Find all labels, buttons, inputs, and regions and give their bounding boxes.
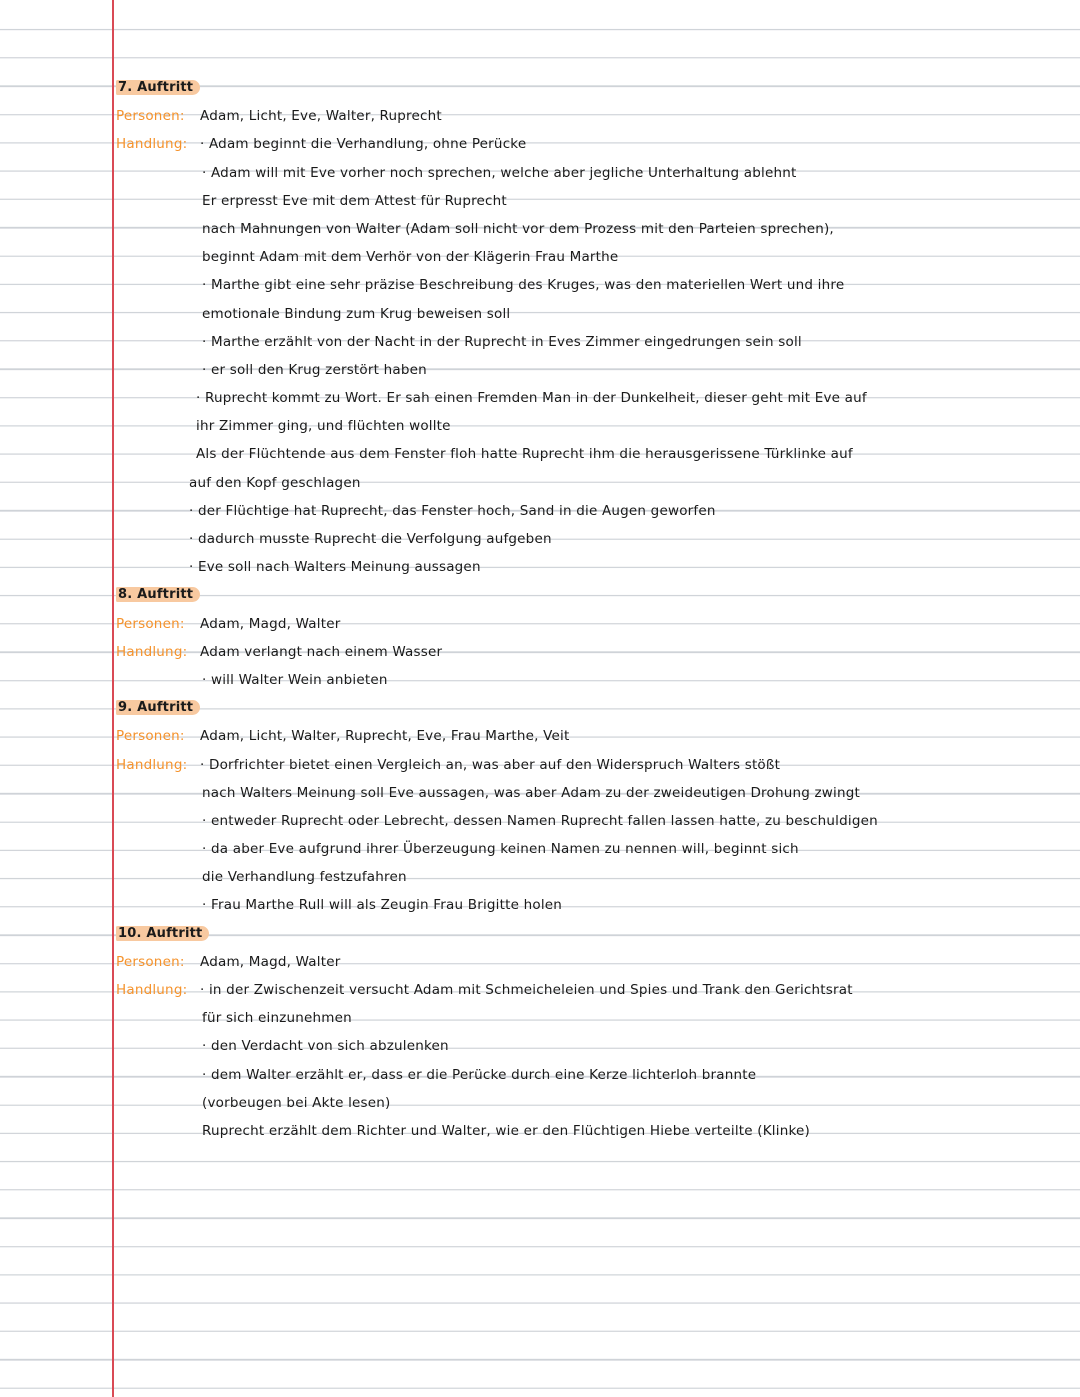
handwritten-notes: [116, 74, 1016, 1145]
note-line: die Verhandlung festzufahren: [202, 869, 407, 886]
note-line: · der Flüchtige hat Ruprecht, das Fenster hoch, Sand in die Augen geworfen: [189, 502, 716, 519]
handlung-label: Handlung:: [116, 643, 188, 660]
note-line: · Marthe gibt eine sehr präzise Beschreibung des Kruges, was den materiellen Wert und ihre: [202, 277, 845, 294]
personen-list: Adam, Licht, Walter, Ruprecht, Eve, Frau Marthe, Veit: [200, 728, 570, 745]
note-line: nach Walters Meinung soll Eve aussagen, was aber Adam zu der zweideutigen Drohung zwingt: [202, 784, 860, 801]
note-line: · Marthe erzählt von der Nacht in der Ruprecht in Eves Zimmer eingedrungen sein soll: [202, 333, 802, 350]
note-line: Als der Flüchtende aus dem Fenster floh hatte Ruprecht ihm die herausgerissene Türklinke auf: [196, 446, 853, 463]
note-line: für sich einzunehmen: [202, 1010, 352, 1027]
personen-label: Personen:: [116, 728, 185, 745]
handlung-line: [116, 751, 1016, 779]
scene-heading-text: 9. Auftritt: [116, 700, 200, 715]
note-line: · da aber Eve aufgrund ihrer Überzeugung keinen Namen zu nennen will, beginnt sich: [202, 841, 799, 858]
note-line: · den Verdacht von sich abzulenken: [202, 1038, 449, 1055]
note-line: · will Walter Wein anbieten: [202, 671, 388, 688]
handlung-label: Handlung:: [116, 756, 188, 773]
note-line: Er erpresst Eve mit dem Attest für Ruprecht: [202, 192, 507, 209]
note-line: emotionale Bindung zum Krug beweisen soll: [202, 305, 511, 322]
handlung-text: Adam verlangt nach einem Wasser: [200, 643, 443, 660]
note-line: · entweder Ruprecht oder Lebrecht, dessen Namen Ruprecht fallen lassen hatte, zu beschuldigen: [202, 812, 878, 829]
scene-heading-text: 10. Auftritt: [116, 926, 209, 941]
scene-heading: [116, 74, 1016, 102]
note-line: · dem Walter erzählt er, dass er die Perücke durch eine Kerze lichterloh brannte: [202, 1066, 757, 1083]
note-line: Ruprecht erzählt dem Richter und Walter, wie er den Flüchtigen Hiebe verteilte (Klinke): [202, 1122, 810, 1139]
note-line: · dadurch musste Ruprecht die Verfolgung aufgeben: [189, 531, 552, 547]
scene-heading: [116, 694, 1016, 722]
note-line: · Adam will mit Eve vorher noch sprechen, welche aber jegliche Unterhaltung ablehnt: [202, 164, 797, 181]
handlung-line: [116, 638, 1016, 666]
note-line: auf den Kopf geschlagen: [189, 474, 361, 491]
note-line: ihr Zimmer ging, und flüchten wollte: [196, 418, 451, 435]
handlung-line: [116, 976, 1016, 1004]
handlung-text: · Adam beginnt die Verhandlung, ohne Perücke: [200, 136, 527, 153]
personen-line: [116, 610, 1016, 638]
handlung-line: [116, 130, 1016, 158]
handlung-text: · in der Zwischenzeit versucht Adam mit Schmeicheleien und Spies und Trank den Gerichtsrat: [200, 982, 853, 998]
note-line: beginnt Adam mit dem Verhör von der Klägerin Frau Marthe: [202, 249, 619, 266]
scene-heading: [116, 581, 1016, 609]
personen-line: [116, 102, 1016, 130]
note-line: · Ruprecht kommt zu Wort. Er sah einen Fremden Man in der Dunkelheit, dieser geht mit Eve auf: [196, 390, 867, 407]
handlung-label: Handlung:: [116, 136, 188, 153]
handlung-label: Handlung:: [116, 982, 188, 998]
note-line: (vorbeugen bei Akte lesen): [202, 1094, 391, 1111]
personen-label: Personen:: [116, 953, 185, 970]
note-line: · Eve soll nach Walters Meinung aussagen: [189, 559, 481, 576]
scene-heading-text: 8. Auftritt: [116, 587, 200, 602]
personen-line: [116, 722, 1016, 750]
note-line: · Frau Marthe Rull will als Zeugin Frau Brigitte holen: [202, 897, 563, 914]
personen-list: Adam, Magd, Walter: [200, 953, 341, 970]
personen-list: Adam, Magd, Walter: [200, 615, 341, 632]
note-line: nach Mahnungen von Walter (Adam soll nicht vor dem Prozess mit den Parteien sprechen),: [202, 220, 834, 237]
personen-label: Personen:: [116, 615, 185, 632]
personen-line: [116, 948, 1016, 976]
handlung-text: · Dorfrichter bietet einen Vergleich an, was aber auf den Widerspruch Walters stößt: [200, 756, 781, 773]
notebook-margin-line: [112, 0, 114, 1397]
note-line: · er soll den Krug zerstört haben: [202, 361, 427, 378]
scene-heading-text: 7. Auftritt: [116, 80, 200, 95]
personen-label: Personen:: [116, 108, 185, 125]
personen-list: Adam, Licht, Eve, Walter, Ruprecht: [200, 108, 442, 125]
scene-heading: [116, 920, 1016, 948]
